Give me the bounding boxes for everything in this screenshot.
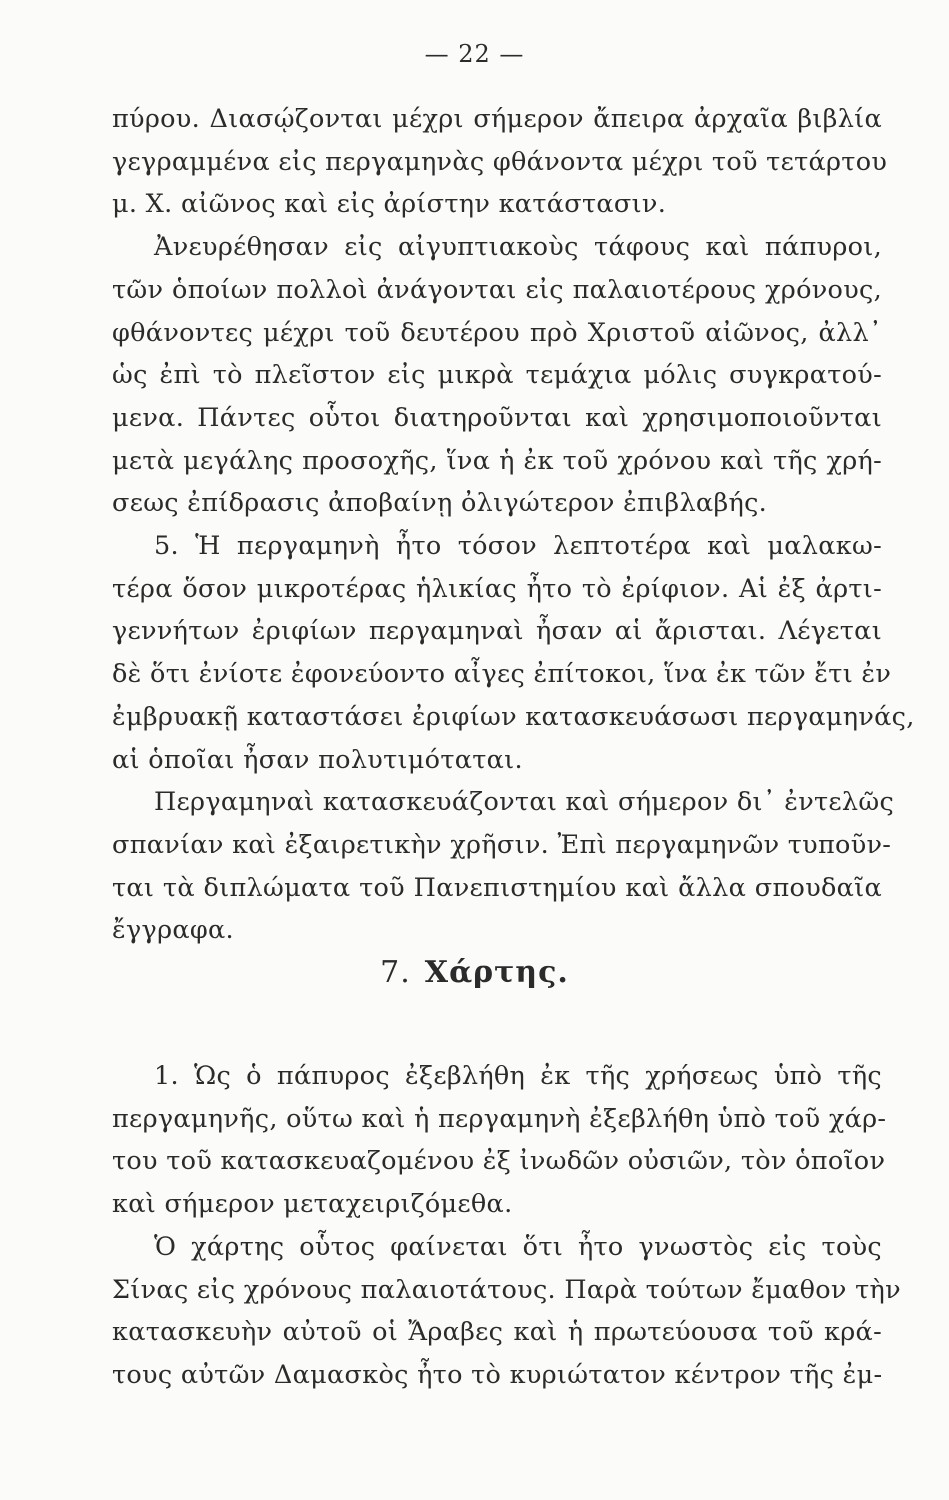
section-number: 7. — [380, 955, 411, 990]
text-line: τους αὐτῶν Δαμασκὸς ἦτο τὸ κυριώτατον κέντρον τῆς ἐμ- — [112, 1359, 883, 1390]
text-line: περγαμηνῆς, οὕτω καὶ ἡ περγαμηνὴ ἐξεβλήθη ὑπὸ τοῦ χάρ- — [112, 1103, 887, 1134]
text-line: σπανίαν καὶ ἐξαιρετικὴν χρῆσιν. Ἐπὶ περγαμηνῶν τυποῦν- — [112, 829, 892, 860]
text-line: τέρα ὅσον μικροτέρας ἡλικίας ἦτο τὸ ἐρίφιον. Αἱ ἐξ ἀρτι- — [112, 573, 882, 604]
text-line: 5. Ἡ περγαμηνὴ ἦτο τόσον λεπτοτέρα καὶ μαλακω- — [154, 531, 882, 562]
section-title: Χάρτης. — [424, 955, 569, 990]
text-line: μενα. Πάντες οὗτοι διατηροῦνται καὶ χρησιμοποιοῦνται — [112, 402, 882, 433]
text-line: ἔγγραφα. — [112, 915, 234, 946]
text-line: γεννήτων ἐριφίων περγαμηναὶ ἦσαν αἱ ἄρισται. Λέγεται — [112, 616, 882, 647]
text-line: Περγαμηναὶ κατασκευάζονται καὶ σήμερον δι᾽ ἐντελῶς — [154, 787, 895, 818]
section-heading — [0, 955, 949, 990]
text-line: Ἀνευρέθησαν εἰς αἰγυπτιακοὺς τάφους καὶ πάπυροι, — [154, 232, 882, 263]
text-line: Σίνας εἰς χρόνους παλαιοτάτους. Παρὰ τούτων ἔμαθον τὴν — [112, 1274, 901, 1305]
text-line: του τοῦ κατασκευαζομένου ἐξ ἰνωδῶν οὐσιῶν, τὸν ὁποῖον — [112, 1146, 886, 1177]
text-block-lower — [112, 1055, 901, 1397]
text-line: ται τὰ διπλώματα τοῦ Πανεπιστημίου καὶ ἄλλα σπουδαῖα — [112, 872, 882, 903]
text-line: πύρου. Διασῴζονται μέχρι σήμερον ἄπειρα ἀρχαῖα βιβλία — [112, 104, 882, 134]
text-block-upper — [112, 98, 915, 952]
text-line: ὡς ἐπὶ τὸ πλεῖστον εἰς μικρὰ τεμάχια μόλις συγκρατού- — [112, 360, 882, 391]
text-line: Ὁ χάρτης οὗτος φαίνεται ὅτι ἦτο γνωστὸς εἰς τοὺς — [154, 1231, 882, 1262]
text-line: ἐμβρυακῇ καταστάσει ἐριφίων κατασκευάσωσι περγαμηνάς, — [112, 701, 915, 732]
text-line: μ. Χ. αἰῶνος καὶ εἰς ἀρίστην κατάστασιν. — [112, 189, 667, 220]
text-line: τῶν ὁποίων πολλοὶ ἀνάγονται εἰς παλαιοτέρους χρόνους, — [112, 274, 882, 305]
text-line: καὶ σήμερον μεταχειριζόμεθα. — [112, 1189, 513, 1220]
text-line: γεγραμμένα εἰς περγαμηνὰς φθάνοντα μέχρι τοῦ τετάρτου — [112, 146, 888, 177]
text-line: κατασκευὴν αὐτοῦ οἱ Ἄραβες καὶ ἡ πρωτεύουσα τοῦ κρά- — [112, 1317, 882, 1348]
text-line: αἱ ὁποῖαι ἦσαν πολυτιμόταται. — [112, 744, 523, 775]
text-line: φθάνοντες μέχρι τοῦ δευτέρου πρὸ Χριστοῦ αἰῶνος, ἀλλ᾽ — [112, 317, 882, 348]
text-line: σεως ἐπίδρασις ἀποβαίνῃ ὀλιγώτερον ἐπιβλαβής. — [112, 488, 768, 519]
text-line: δὲ ὅτι ἐνίοτε ἐφονεύοντο αἶγες ἐπίτοκοι, ἵνα ἐκ τῶν ἔτι ἐν — [112, 659, 892, 690]
text-line: 1. Ὡς ὁ πάπυρος ἐξεβλήθη ἐκ τῆς χρήσεως ὑπὸ τῆς — [154, 1061, 882, 1091]
text-line: μετὰ μεγάλης προσοχῆς, ἵνα ἡ ἐκ τοῦ χρόνου καὶ τῆς χρή- — [112, 445, 882, 476]
page-number: — 22 — — [424, 40, 525, 68]
